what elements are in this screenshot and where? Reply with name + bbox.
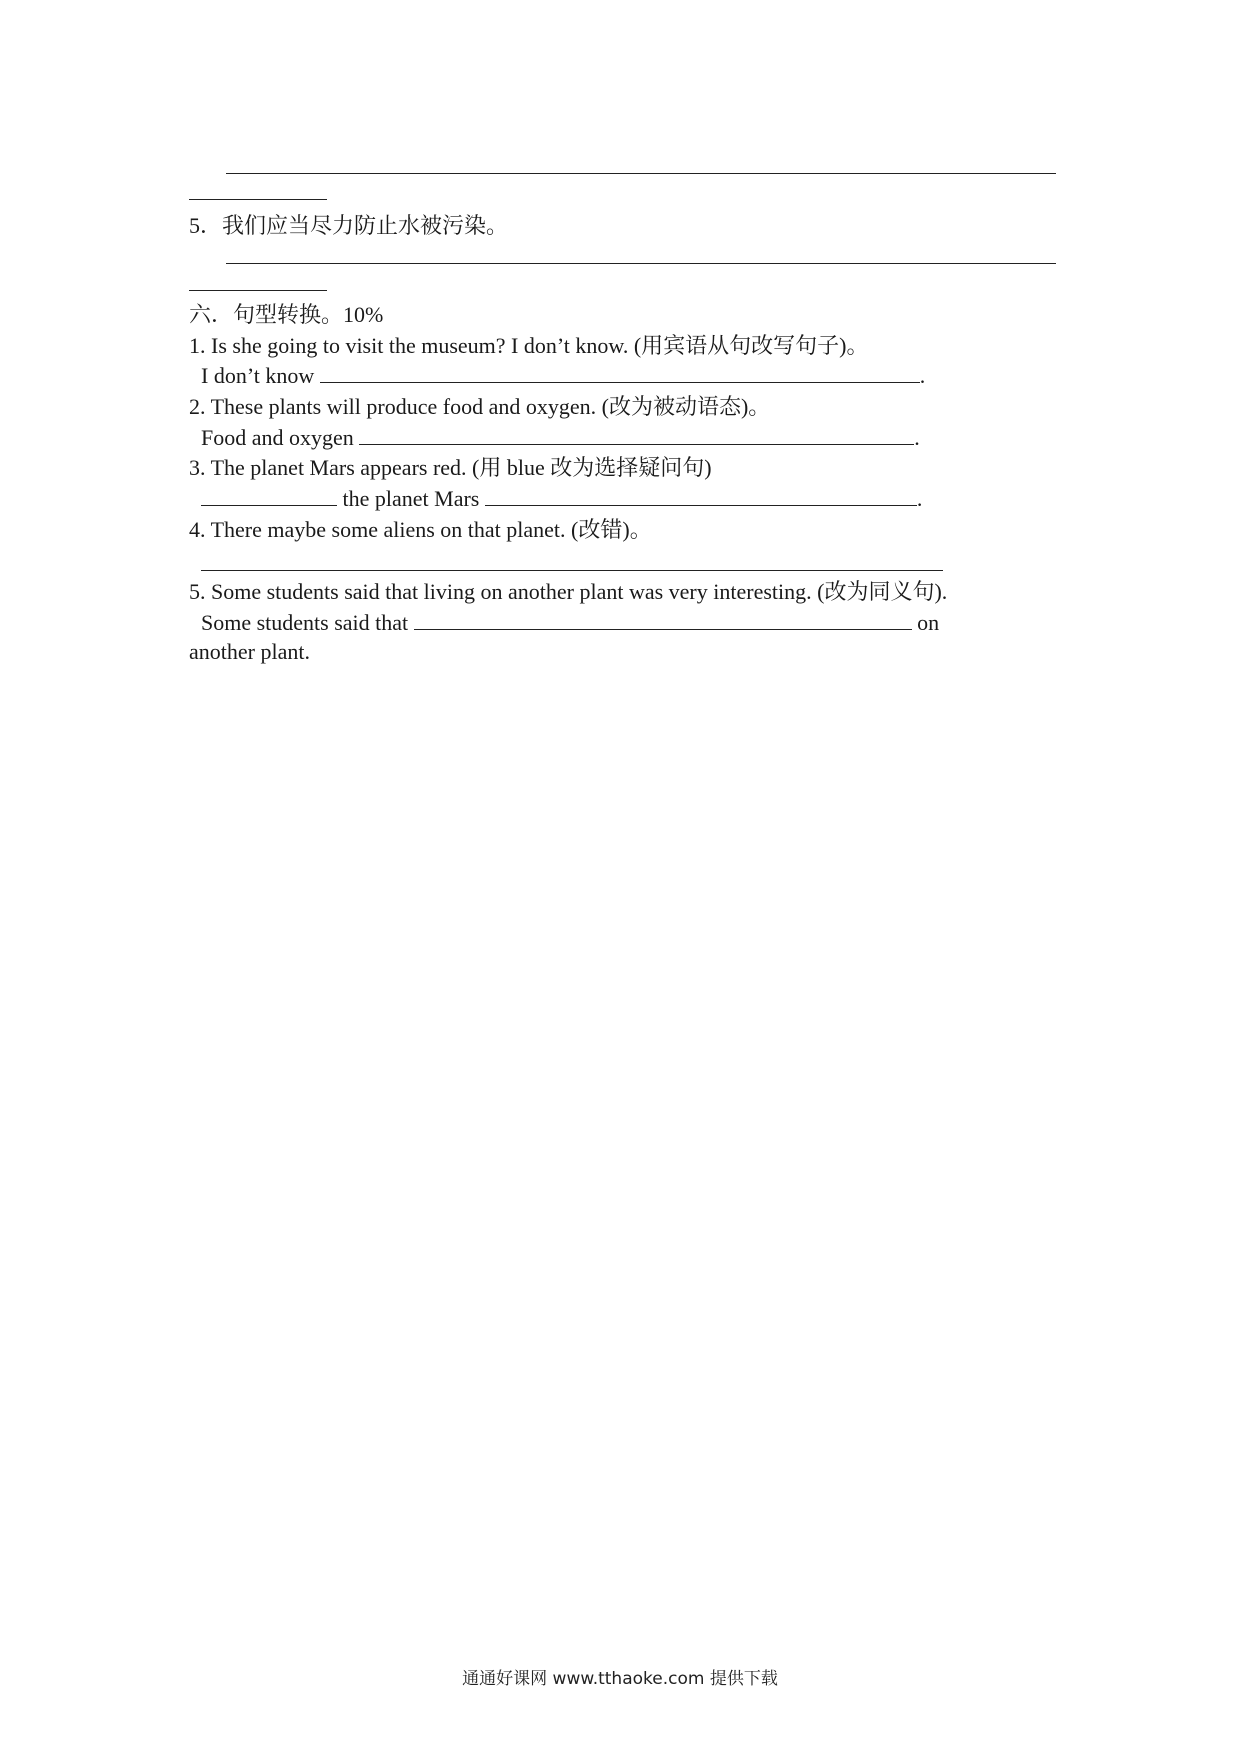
answer-tail: on — [917, 610, 940, 635]
answer-prefix: Some students said that — [201, 610, 409, 635]
answer-line — [226, 263, 1056, 264]
answer-middle: the planet Mars — [342, 486, 480, 511]
answer-suffix: . — [914, 425, 920, 450]
question-4: 4. There maybe some aliens on that planet. (改错)。 — [189, 517, 652, 542]
answer-line-continuation — [189, 199, 327, 200]
question-5: 5. Some students said that living on another plant was very interesting. (改为同义句). — [189, 579, 948, 604]
question-5-prompt: 5．我们应当尽力防止水被污染。 — [189, 213, 509, 238]
answer-blank[interactable] — [359, 426, 914, 445]
question-1-answer — [201, 363, 925, 389]
answer-blank-end[interactable] — [485, 487, 917, 506]
question-2-answer — [201, 425, 920, 451]
answer-blank-start[interactable] — [201, 487, 337, 506]
answer-prefix: I don’t know — [201, 363, 315, 388]
answer-blank[interactable] — [414, 611, 912, 630]
question-3-answer — [201, 486, 922, 512]
answer-line — [226, 173, 1056, 174]
section-heading: 六．句型转换。10% — [189, 302, 384, 327]
answer-line-continuation — [189, 290, 327, 291]
answer-blank[interactable] — [320, 364, 920, 383]
question-3: 3. The planet Mars appears red. (用 blue 改为选择疑问句) — [189, 455, 712, 480]
answer-suffix: . — [916, 486, 923, 511]
question-5-answer-continued: another plant. — [189, 639, 310, 664]
answer-prefix: Food and oxygen — [201, 425, 354, 450]
answer-line[interactable] — [201, 570, 943, 571]
question-1: 1. Is she going to visit the museum? I don’t know. (用宾语从句改写句子)。 — [189, 333, 869, 358]
question-5-answer — [201, 610, 939, 636]
question-2: 2. These plants will produce food and oxygen. (改为被动语态)。 — [189, 394, 771, 419]
answer-suffix: . — [919, 363, 926, 388]
footer-text: 通通好课网 www.tthaoke.com 提供下载 — [462, 1669, 778, 1689]
